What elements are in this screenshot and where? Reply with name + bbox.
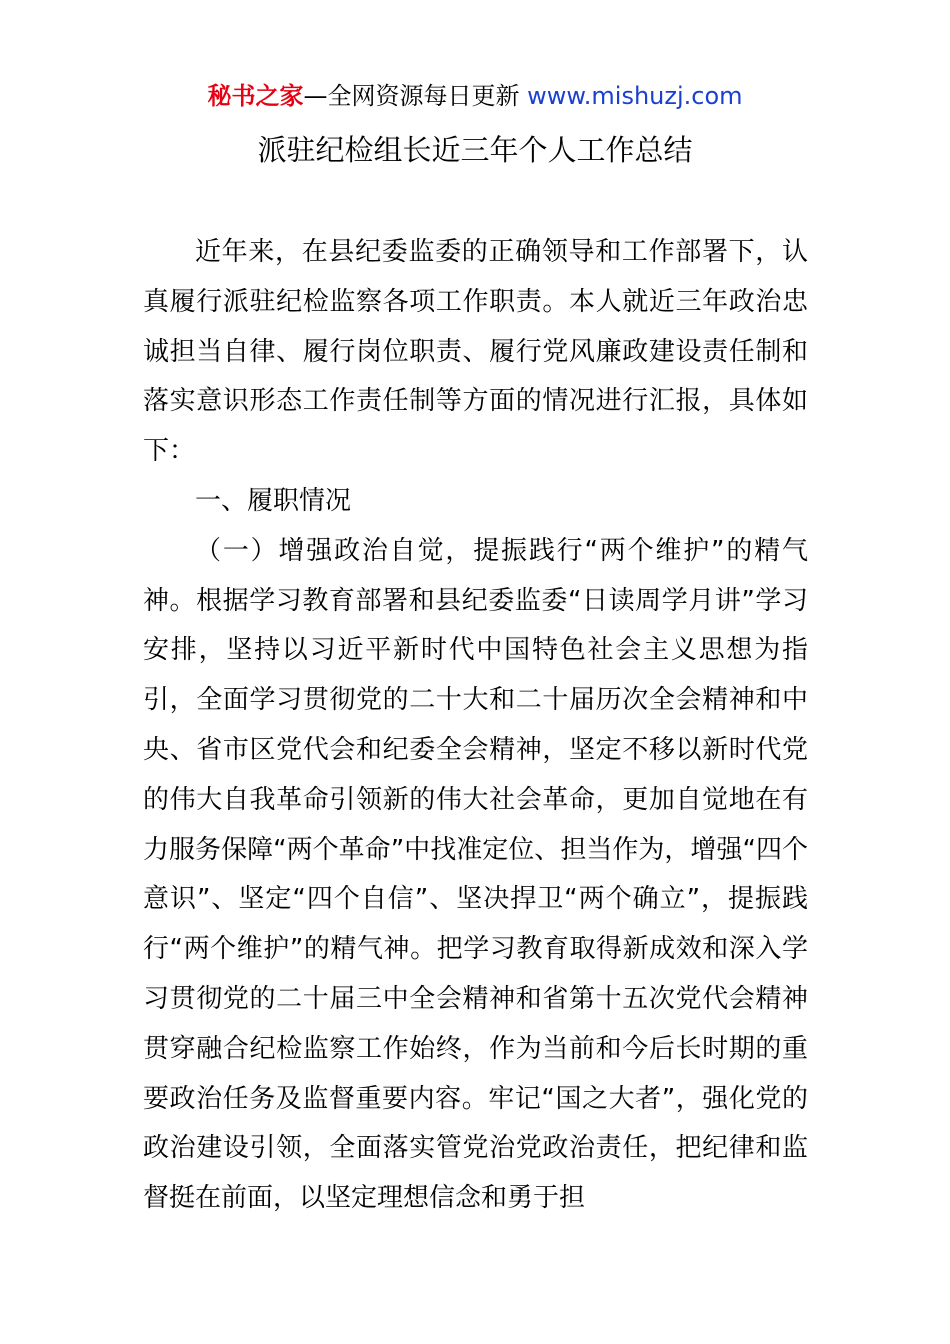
document-title: 派驻纪检组长近三年个人工作总结 xyxy=(257,133,693,167)
site-url-link[interactable]: www.mishuzj.com xyxy=(527,82,743,110)
site-header xyxy=(0,80,950,112)
paragraph-section-1: （一）增强政治自觉，提振践行“两个维护”的精气神。根据学习教育部署和县纪委监委“日读周学月讲”学习安排，坚持以习近平新时代中国特色社会主义思想为指引，全面学习贯彻党的二十大和二十届历次全会精神和中央、省市区党代会和纪委全会精神，坚定不移以新时代党的伟大自我革命引领新的伟大社会革命，更加自觉地在有力服务保障“两个革命”中找准定位、担当作为，增强“四个意识”、坚定“四个自信”、坚决捍卫“两个确立”，提振践行“两个维护”的精气神。把学习教育取得新成效和深入学习贯彻党的二十届三中全会精神和省第十五次党代会精神贯穿融合纪检监察工作始终，作为当前和今后长时期的重要政治任务及监督重要内容。牢记“国之大者”，强化党的政治建设引领，全面落实管党治党政治责任，把纪律和监督挺在前面，以坚定理想信念和勇于担 xyxy=(143,535,808,1214)
paragraph-intro: 近年来，在县纪委监委的正确领导和工作部署下，认真履行派驻纪检监察各项工作职责。本人就近三年政治忠诚担当自律、履行岗位职责、履行党风廉政建设责任制和落实意识形态工作责任制等方面的情况进行汇报，具体如下： xyxy=(143,237,808,467)
site-tagline: —全网资源每日更新 xyxy=(303,82,528,110)
document-body xyxy=(143,228,808,1224)
section-heading: 一、履职情况 xyxy=(195,485,352,516)
site-brand: 秘书之家 xyxy=(207,82,304,110)
